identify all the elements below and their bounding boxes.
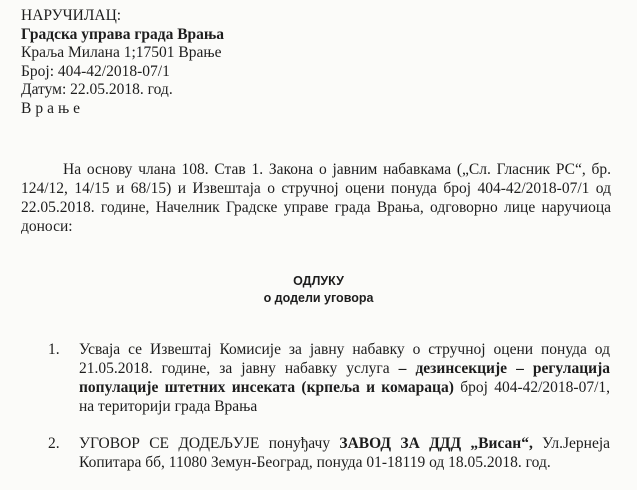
list-item bbox=[48, 340, 610, 416]
item-line: Усваја се Извештај Комисије за јавну набавку о стручној оцени понуда од bbox=[79, 341, 610, 358]
authority-address: Краља Милана 1;17501 Врање bbox=[21, 44, 222, 62]
item-number: 1. bbox=[48, 341, 60, 358]
item-bold-text: популације штетних инсеката (крпеља и комараца) bbox=[79, 379, 454, 396]
item-text: број 404-42/2018-07/1, bbox=[453, 379, 610, 396]
item-line: на територији града Врања bbox=[79, 398, 258, 415]
item-line: Копитара бб, 11080 Земун-Београд, понуда 01-18119 од 18.05.2018. год. bbox=[79, 454, 551, 471]
item-bold-text: – дезинсекције – регулација bbox=[398, 360, 610, 377]
item-text: 21.05.2018. године, за јавну набавку услуга bbox=[79, 360, 399, 377]
contracting-authority-header bbox=[21, 7, 224, 119]
document-date: Датум: 22.05.2018. год. bbox=[21, 81, 173, 99]
intro-line: 124/12, 14/15 и 68/15) и Извештаја о стручној оцени понуда број 404-42/2018-07/1 од bbox=[21, 180, 611, 197]
item-number: 2. bbox=[48, 435, 60, 452]
item-text: УГОВОР СЕ ДОДЕЉУЈЕ понуђачу bbox=[79, 435, 340, 452]
intro-line: доноси: bbox=[21, 218, 73, 235]
reference-number: Број: 404-42/2018-07/1 bbox=[21, 62, 170, 80]
place: Врање bbox=[21, 99, 85, 117]
item-line bbox=[79, 359, 610, 378]
item-line bbox=[79, 434, 610, 453]
intro-line: На основу члана 108. Став 1. Закона о јавним набавкама („Сл. Гласник РС“, бр. bbox=[63, 161, 611, 178]
list-item bbox=[48, 434, 610, 472]
contractor-name: ЗАВОД ЗА ДДД „Висан“, bbox=[339, 435, 533, 452]
intro-paragraph bbox=[21, 160, 611, 236]
decision-title: ОДЛУКУ bbox=[293, 274, 344, 288]
header-label: НАРУЧИЛАЦ: bbox=[21, 7, 122, 24]
item-line bbox=[79, 378, 610, 397]
item-text: Ул.Јернеја bbox=[532, 435, 611, 452]
decision-subtitle: о додели уговора bbox=[263, 291, 374, 305]
authority-name: Градска управа града Врања bbox=[21, 25, 225, 43]
intro-line: 22.05.2018. године, Начелник Градске управе града Врања, одговорно лице наручиоца bbox=[21, 199, 611, 216]
decision-items bbox=[48, 340, 610, 490]
